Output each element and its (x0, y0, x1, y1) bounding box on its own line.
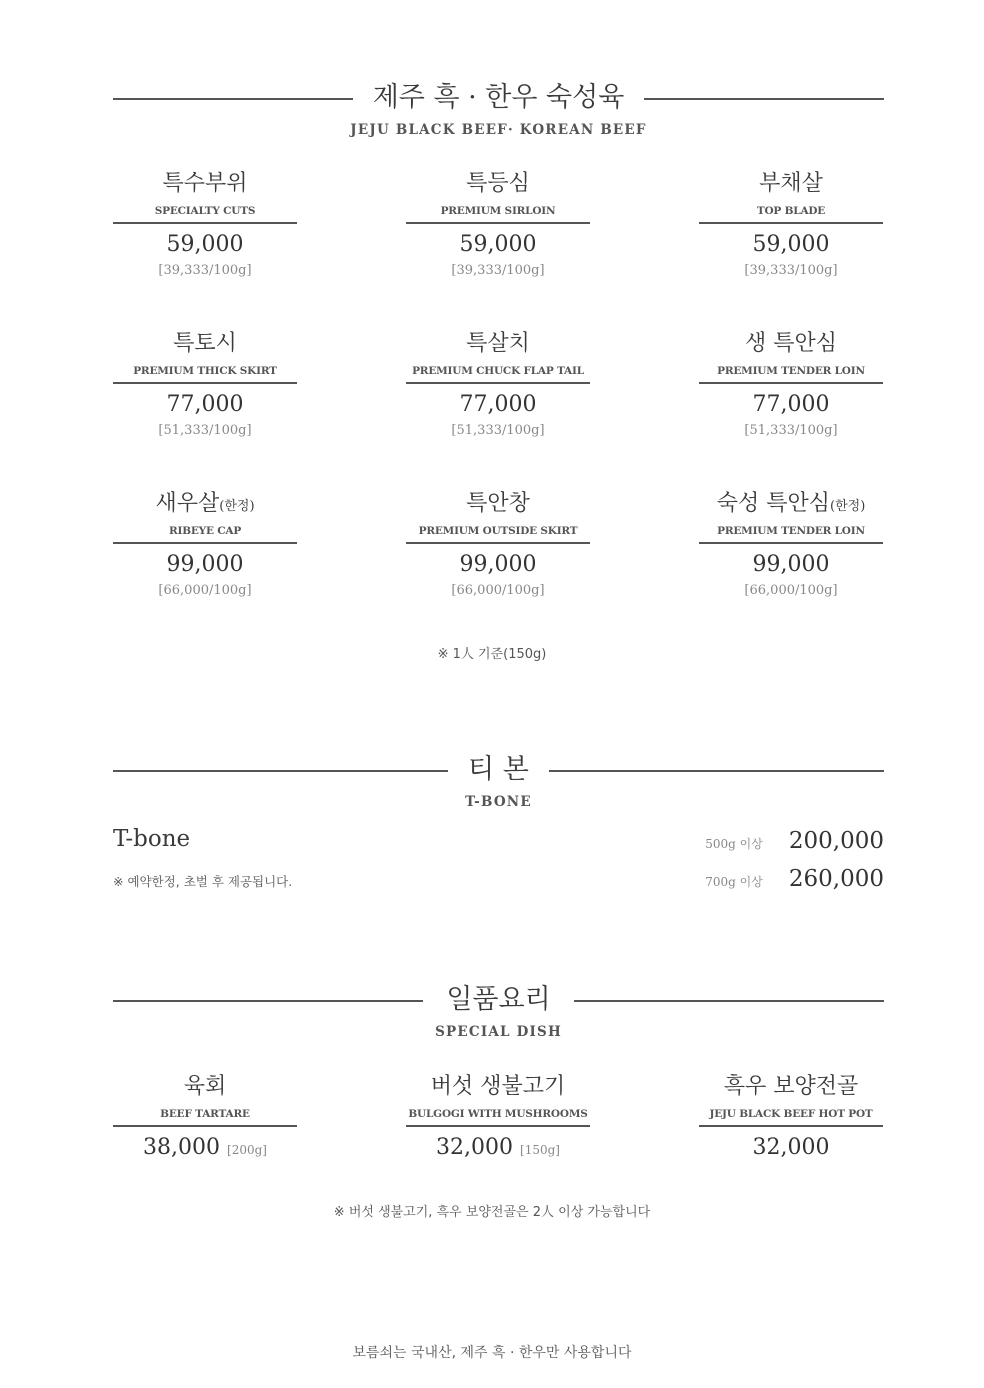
item-name-ko: 특등심 (466, 171, 530, 196)
divider (113, 1125, 297, 1127)
item-portion: [150g] (520, 1143, 560, 1157)
menu-item (406, 330, 590, 440)
item-price-row (406, 1133, 590, 1165)
divider (406, 222, 590, 224)
item-name-en: PREMIUM THICK SKIRT (133, 365, 277, 377)
item-price: 99,000 (752, 552, 830, 577)
menu-item (113, 1073, 297, 1165)
item-price: 99,000 (459, 552, 537, 577)
item-unit-price: [39,333/100g] (451, 263, 545, 278)
tbone-name: T-bone (113, 826, 191, 852)
menu-item (113, 170, 297, 280)
menu-item (113, 330, 297, 440)
item-name-en: SPECIALTY CUTS (154, 205, 256, 217)
divider (549, 770, 884, 772)
divider (644, 98, 884, 100)
menu-item (699, 170, 883, 280)
item-unit-price: [51,333/100g] (158, 423, 252, 438)
menu-item (699, 490, 883, 600)
tbone-section-title: 티 본 (468, 754, 529, 785)
item-price: 32,000 (752, 1135, 830, 1160)
special-section-header (113, 980, 884, 1040)
item-price: 59,000 (752, 232, 830, 257)
item-unit-price: [51,333/100g] (451, 423, 545, 438)
item-price-row (113, 1133, 297, 1165)
serving-note: ※ 1人 기준(150g) (437, 647, 547, 662)
item-unit-price: [39,333/100g] (158, 263, 252, 278)
divider (574, 1000, 884, 1002)
tbone-weight: 500g 이상 (705, 837, 763, 851)
item-price: 32,000 (436, 1135, 514, 1160)
item-name-ko: 새우살(한정) (155, 491, 255, 516)
tbone-option (705, 866, 884, 896)
menu-item (113, 490, 297, 600)
item-name-en: PREMIUM CHUCK FLAP TAIL (412, 365, 584, 377)
divider (113, 382, 297, 384)
special-section-subtitle: SPECIAL DISH (435, 1024, 562, 1040)
item-name-ko: 숙성 특안심(한정) (716, 491, 866, 516)
footer-note: 보름쇠는 국내산, 제주 흑 · 한우만 사용합니다 (352, 1345, 632, 1361)
divider (406, 542, 590, 544)
item-name-ko: 부채살 (759, 171, 823, 196)
menu-item (406, 490, 590, 600)
item-name-en: RIBEYE CAP (168, 525, 242, 537)
item-unit-price: [66,000/100g] (158, 583, 252, 598)
item-name-en: BEEF TARTARE (160, 1108, 250, 1120)
divider (699, 382, 883, 384)
item-name-ko: 흑우 보양전골 (723, 1074, 859, 1099)
limited-tag: (한정) (830, 499, 866, 514)
item-portion: [200g] (227, 1143, 267, 1157)
item-name-en: JEJU BLACK BEEF HOT POT (709, 1108, 873, 1120)
item-unit-price: [51,333/100g] (744, 423, 838, 438)
item-price: 77,000 (166, 392, 244, 417)
divider (406, 1125, 590, 1127)
item-name-ko: 버섯 생불고기 (430, 1074, 566, 1099)
item-price: 38,000 (143, 1135, 221, 1160)
special-section-title: 일품요리 (446, 984, 551, 1015)
item-name-ko: 특토시 (173, 331, 237, 356)
divider (113, 222, 297, 224)
tbone-price: 260,000 (788, 866, 884, 892)
tbone-price: 200,000 (788, 828, 884, 854)
item-name-ko: 특안창 (466, 491, 530, 516)
divider (406, 382, 590, 384)
tbone-note: ※ 예약한정, 초벌 후 제공됩니다. (113, 874, 293, 889)
menu-item (699, 330, 883, 440)
item-price: 77,000 (752, 392, 830, 417)
item-price: 59,000 (166, 232, 244, 257)
tbone-weight: 700g 이상 (705, 875, 763, 889)
divider (699, 542, 883, 544)
item-name-en: PREMIUM SIRLOIN (440, 205, 556, 217)
divider (113, 542, 297, 544)
item-name-ko: 생 특안심 (744, 331, 837, 356)
divider (699, 1125, 883, 1127)
item-unit-price: [66,000/100g] (451, 583, 545, 598)
item-name-en: TOP BLADE (756, 205, 826, 217)
item-name-en: BULGOGI WITH MUSHROOMS (408, 1108, 588, 1120)
item-name-ko: 육회 (183, 1074, 227, 1099)
item-price: 59,000 (459, 232, 537, 257)
item-unit-price: [66,000/100g] (744, 583, 838, 598)
special-note: ※ 버섯 생불고기, 흑우 보양전골은 2人 이상 가능합니다 (333, 1205, 651, 1220)
item-name-ko: 특수부위 (162, 171, 248, 196)
item-price-row (699, 1133, 883, 1163)
item-name-en: PREMIUM TENDER LOIN (717, 525, 865, 537)
beef-section-header (113, 78, 884, 138)
item-name-en: PREMIUM TENDER LOIN (717, 365, 865, 377)
beef-section-title: 제주 흑 · 한우 숙성육 (372, 82, 625, 113)
item-price: 99,000 (166, 552, 244, 577)
item-name-en: PREMIUM OUTSIDE SKIRT (418, 525, 578, 537)
menu-item (406, 1073, 590, 1165)
menu-item (406, 170, 590, 280)
menu-item (699, 1073, 883, 1163)
item-name-ko: 특살치 (466, 331, 530, 356)
tbone-section-subtitle: T-BONE (465, 794, 532, 810)
item-unit-price: [39,333/100g] (744, 263, 838, 278)
tbone-option (705, 828, 884, 858)
tbone-section-header (113, 750, 884, 810)
limited-tag: (한정) (219, 499, 255, 514)
divider (699, 222, 883, 224)
item-price: 77,000 (459, 392, 537, 417)
beef-section-subtitle: JEJU BLACK BEEF· KOREAN BEEF (350, 122, 647, 138)
